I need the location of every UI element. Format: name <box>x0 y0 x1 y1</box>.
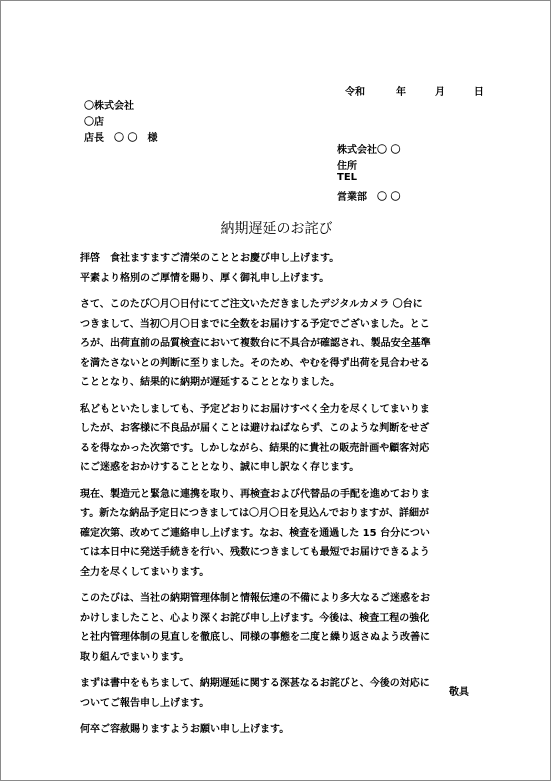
body-line: 平素より格別のご厚情を賜り、厚く御礼申し上げます。 <box>80 272 330 284</box>
sender-tel: TEL <box>337 172 358 183</box>
body-line: こととなり、結果的に納期が遅延することとなりました。 <box>80 377 340 388</box>
body-paragraph <box>80 674 472 713</box>
recipient-branch: 〇店 <box>84 117 104 128</box>
body-paragraph <box>80 485 472 583</box>
recipient-manager: 店長 〇 〇 様 <box>84 133 158 144</box>
body-paragraph <box>80 400 472 478</box>
body-line: 私どもといたしましても、予定どおりにお届けすべく全力を尽くしてまいりま <box>80 403 430 415</box>
body-line: 確定次第、改めてご連絡申し上げます。なお、検査を通過した 15 台分につい <box>80 527 430 539</box>
date-month: 月 <box>434 87 445 98</box>
body-line: 取り組んでまいります。 <box>80 651 190 663</box>
sender-company: 株式会社〇 〇 <box>337 145 401 156</box>
letter-title: 納期遅延のお詫び <box>220 221 333 237</box>
sender-dept: 営業部 〇 〇 <box>337 192 401 203</box>
body-line: にご迷惑をおかけすることとなり、誠に申し訳なく存じます。 <box>80 462 360 473</box>
body-line: このたびは、当社の納期管理体制と情報伝達の不備により多大なるご迷惑をお <box>80 593 430 604</box>
date-era: 令和 <box>345 87 365 98</box>
body-line: 全力を尽くしてまいります。 <box>80 566 210 578</box>
letter-body <box>80 249 472 747</box>
body-line: まずは書中をもちまして、納期遅延に関する深甚なるお詫びと、今後の対応に <box>80 678 430 689</box>
body-line: 何卒ご容赦賜りますようお願い申し上げます。 <box>80 724 290 735</box>
body-line: したが、お客様に不良品が届くことは避けねばならず、このような判断をせざ <box>80 423 430 434</box>
body-line: 拝啓 食社ますますご清栄のこととお慶び申し上げます。 <box>80 253 340 264</box>
body-line: と社内管理体制の見直しを徹底し、同様の事態を二度と繰り返さぬよう改善に <box>80 632 430 643</box>
body-line: つきまして、当初〇月〇日までに全数をお届けする予定でございました。とこ <box>80 318 430 330</box>
body-line: ては本日中に発送手続きを行い、残数につきましても最短でお届けできるよう <box>80 547 430 558</box>
sender-address: 住所 <box>337 161 357 172</box>
body-line: を満たさないとの判断に至りました。そのため、やむを得ず出荷を見合わせる <box>80 357 430 369</box>
body-line: す。新たな納品予定日につきましては〇月〇日を見込んでおりますが、詳細が <box>80 508 429 519</box>
body-paragraph <box>80 589 472 667</box>
body-line: るを得なかった次第です。しかしながら、結果的に貴社の販売計画や顧客対応 <box>80 442 430 454</box>
date-year: 年 <box>395 87 406 98</box>
body-line: ついてご報告申し上げます。 <box>80 697 210 709</box>
body-line: かけしましたこと、心より深くお詫び申し上げます。今後は、検査工程の強化 <box>80 612 430 624</box>
letter-date <box>345 83 484 98</box>
body-paragraph <box>80 249 472 288</box>
closing-word: 敬具 <box>449 687 469 698</box>
date-day: 日 <box>473 87 484 98</box>
recipient-company: 〇株式会社 <box>84 101 134 112</box>
body-line: さて、このたび〇月〇日付にてご注文いただきましたデジタルカメラ 〇台に <box>80 299 423 310</box>
body-paragraph <box>80 720 472 740</box>
body-line: 現在、製造元と緊急に連携を取り、再検査および代替品の手配を進めておりま <box>80 488 430 500</box>
body-paragraph <box>80 295 472 393</box>
body-line: ろが、出荷直前の品質検査において複数台に不具合が確認され、製品安全基準 <box>80 338 431 349</box>
